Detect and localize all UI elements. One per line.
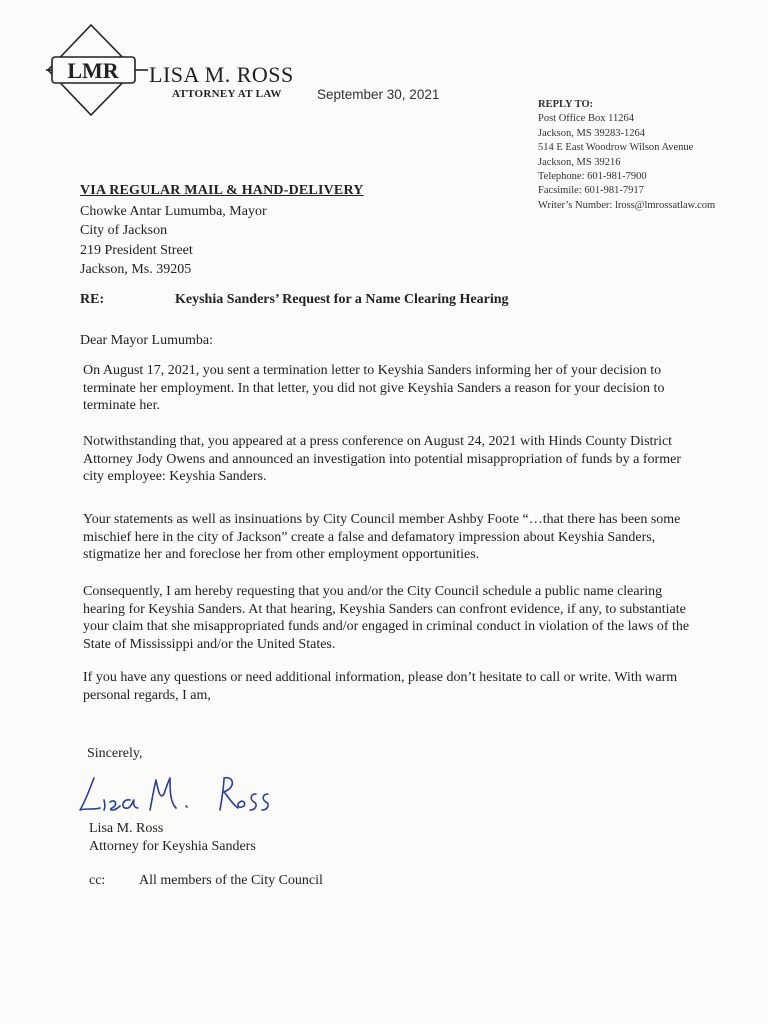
- firm-logo: [44, 22, 150, 120]
- address-line: City of Jackson: [80, 223, 168, 239]
- handwritten-signature: [72, 770, 272, 820]
- signer-block: [89, 820, 256, 855]
- cc-recipients: All members of the City Council: [139, 873, 323, 888]
- address-line: Chowke Antar Lumumba, Mayor: [80, 204, 267, 219]
- reply-line: Facsimile: 601-981-7917: [538, 185, 644, 197]
- logo-initials: LMR: [67, 58, 119, 83]
- subject-label: RE:: [80, 292, 105, 307]
- reply-line: Jackson, MS 39216: [538, 156, 621, 168]
- reply-line: Post Office Box 11264: [538, 113, 634, 125]
- reply-line: 514 E East Woodrow Wilson Avenue: [538, 142, 694, 154]
- body-paragraph: Consequently, I am hereby requesting that you and/or the City Council schedule a public name clearing hearing for Keyshia Sanders. At that hearing, Keyshia Sanders can confront evidence, if any, to substantiate your claim that she misappropriated funds and/or engaged in criminal conduct in violation of the laws of the State of Mississippi and/or the United States.: [83, 584, 690, 652]
- reply-line: Jackson, MS 39283-1264: [538, 127, 646, 139]
- salutation: Dear Mayor Lumumba:: [80, 333, 213, 348]
- recipient-address: [80, 202, 267, 279]
- letter-date: September 30, 2021: [317, 87, 440, 102]
- reply-to-block: [538, 98, 715, 213]
- cc-label: cc:: [89, 873, 106, 888]
- body-paragraph: Notwithstanding that, you appeared at a press conference on August 24, 2021 with Hinds County District Attorney Jody Owens and announced an investigation into potential misappropriation of funds by a former city employee: Keyshia Sanders.: [83, 434, 681, 485]
- reply-line: Writer’s Number: lross@lmrossatlaw.com: [538, 199, 716, 211]
- reply-to-heading: REPLY TO:: [538, 99, 594, 110]
- subject-text: Keyshia Sanders’ Request for a Name Clearing Hearing: [175, 292, 509, 307]
- firm-subtitle: ATTORNEY AT LAW: [172, 88, 282, 100]
- body-paragraph: On August 17, 2021, you sent a termination letter to Keyshia Sanders informing her of your decision to terminate her employment. In that letter, you did not give Keyshia Sanders a reason for your decision to terminate her.: [83, 363, 665, 414]
- firm-name: LISA M. ROSS: [149, 62, 294, 87]
- reply-line: Telephone: 601-981-7900: [538, 171, 647, 183]
- body-paragraph: If you have any questions or need additional information, please don’t hesitate to call or write. With warm personal regards, I am,: [83, 670, 678, 703]
- signer-title: Attorney for Keyshia Sanders: [89, 838, 256, 854]
- address-line: 219 President Street: [80, 242, 193, 258]
- signer-name: Lisa M. Ross: [89, 821, 164, 836]
- address-line: Jackson, Ms. 39205: [80, 261, 192, 277]
- body-paragraph: Your statements as well as insinuations by City Council member Ashby Foote “…that there has been some mischief here in the city of Jackson” create a false and defamatory impression about Keyshia Sanders, stigmatize her and foreclose her from other employment opportunities.: [83, 512, 681, 563]
- closing-sincerely: Sincerely,: [87, 746, 143, 761]
- delivery-method: VIA REGULAR MAIL & HAND-DELIVERY: [80, 183, 364, 198]
